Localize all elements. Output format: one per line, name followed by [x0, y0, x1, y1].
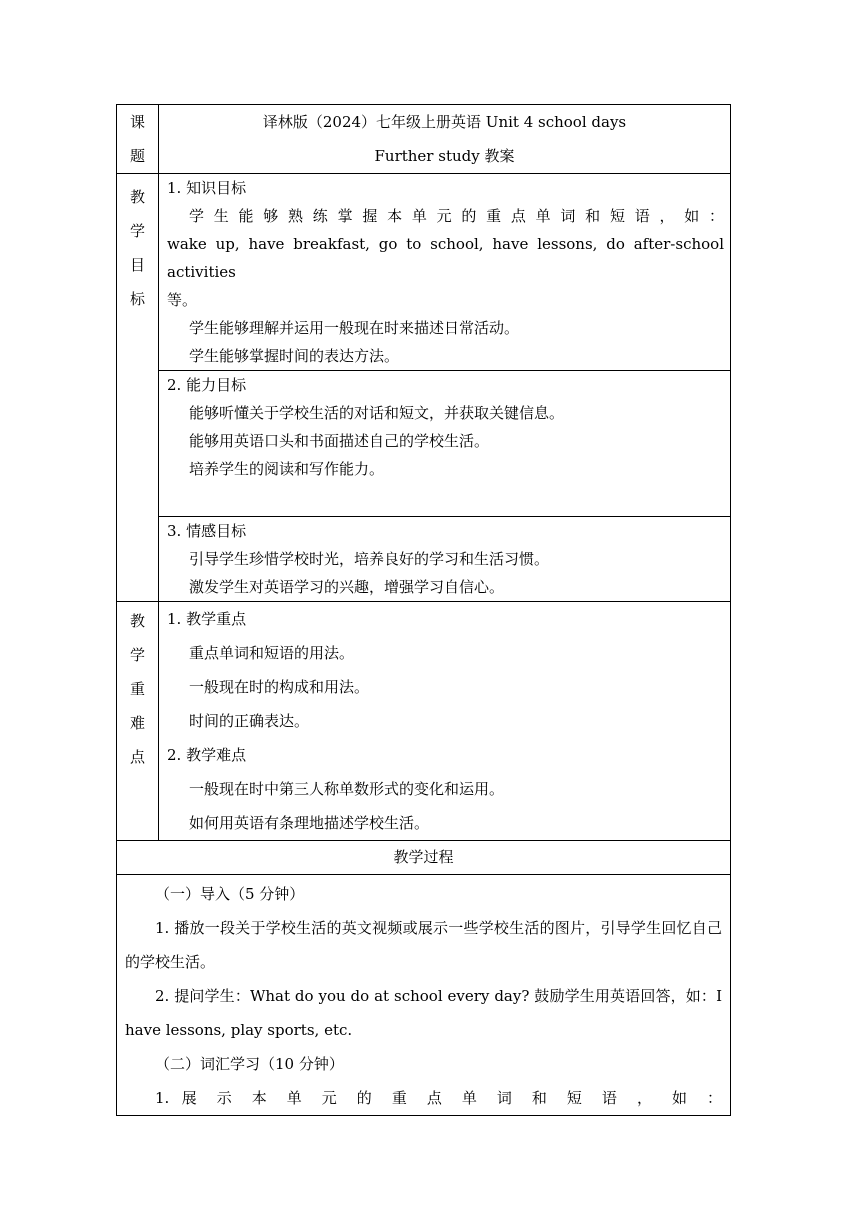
- title-label: [117, 105, 159, 174]
- objectives-label: [117, 174, 159, 602]
- objective-text: 能够听懂关于学校生活的对话和短文，并获取关键信息。: [189, 404, 565, 422]
- objectives-ability-row: [117, 371, 731, 517]
- lesson-plan-page: [116, 104, 730, 1116]
- difficulty-item: 一般现在时中第三人称单数形式的变化和运用。: [189, 780, 505, 798]
- objective-text: 培养学生的阅读和写作能力。: [189, 460, 385, 478]
- ability-objectives-cell: [159, 371, 731, 517]
- objective-text: wake up, have breakfast, go to school, have lessons, do after-school activities: [167, 235, 724, 281]
- section-heading: 1. 教学重点: [167, 610, 247, 628]
- process-heading-row: [117, 841, 731, 875]
- knowledge-objectives-cell: [159, 174, 731, 371]
- section-heading: 1. 知识目标: [167, 179, 247, 197]
- objectives-emotion-row: [117, 517, 731, 602]
- process-paragraph: 2. 提问学生：What do you do at school every day? 鼓励学生用英语回答，如：I have lessons, play sports, etc.: [125, 987, 722, 1039]
- label-char: 难: [129, 714, 145, 732]
- section-heading: 2. 能力目标: [167, 376, 247, 394]
- difficulty-item: 如何用英语有条理地描述学校生活。: [189, 814, 430, 832]
- page-subtitle: Further study 教案: [374, 147, 515, 165]
- label-char: 课: [129, 113, 145, 131]
- label-char: 目: [129, 256, 145, 274]
- title-cell: [159, 105, 731, 174]
- process-content-row: [117, 875, 731, 1116]
- label-char: 题: [129, 147, 145, 165]
- section-heading: 2. 教学难点: [167, 746, 247, 764]
- objective-text: 激发学生对英语学习的兴趣，增强学习自信心。: [189, 578, 505, 596]
- label-char: 点: [129, 748, 145, 766]
- label-char: 标: [129, 290, 145, 308]
- title-row: [117, 105, 731, 174]
- focus-item: 一般现在时的构成和用法。: [189, 678, 370, 696]
- key-points-label: [117, 602, 159, 841]
- objective-text: 学 生 能 够 熟 练 掌 握 本 单 元 的 重 点 单 词 和 短 语 ， 如 ：: [189, 207, 724, 225]
- label-char: 学: [129, 222, 145, 240]
- lesson-plan-table: [116, 104, 731, 1116]
- objective-text: 学生能够掌握时间的表达方法。: [189, 347, 400, 365]
- label-char: 教: [129, 188, 145, 206]
- process-content-cell: [117, 875, 731, 1116]
- emotion-objectives-cell: [159, 517, 731, 602]
- label-char: 学: [129, 646, 145, 664]
- focus-item: 重点单词和短语的用法。: [189, 644, 355, 662]
- objective-text: 引导学生珍惜学校时光，培养良好的学习和生活习惯。: [189, 550, 550, 568]
- section-heading: 3. 情感目标: [167, 522, 247, 540]
- objective-text: 学生能够理解并运用一般现在时来描述日常活动。: [189, 319, 520, 337]
- key-points-row: [117, 602, 731, 841]
- process-heading: 教学过程: [117, 841, 731, 875]
- page-title: 译林版（2024）七年级上册英语 Unit 4 school days: [262, 113, 627, 131]
- process-step-heading: （一）导入（5 分钟）: [155, 885, 305, 903]
- process-step-heading: （二）词汇学习（10 分钟）: [155, 1055, 344, 1073]
- objectives-knowledge-row: [117, 174, 731, 371]
- label-char: 重: [129, 680, 145, 698]
- process-paragraph: 1. 播放一段关于学校生活的英文视频或展示一些学校生活的图片，引导学生回忆自己的学校生活。: [125, 919, 722, 971]
- process-paragraph: 1. 展 示 本 单 元 的 重 点 单 词 和 短 语 ， 如 ：: [155, 1089, 722, 1107]
- key-points-cell: [159, 602, 731, 841]
- focus-item: 时间的正确表达。: [189, 712, 310, 730]
- objective-text: 能够用英语口头和书面描述自己的学校生活。: [189, 432, 490, 450]
- objective-text: 等。: [167, 291, 198, 309]
- label-char: 教: [129, 612, 145, 630]
